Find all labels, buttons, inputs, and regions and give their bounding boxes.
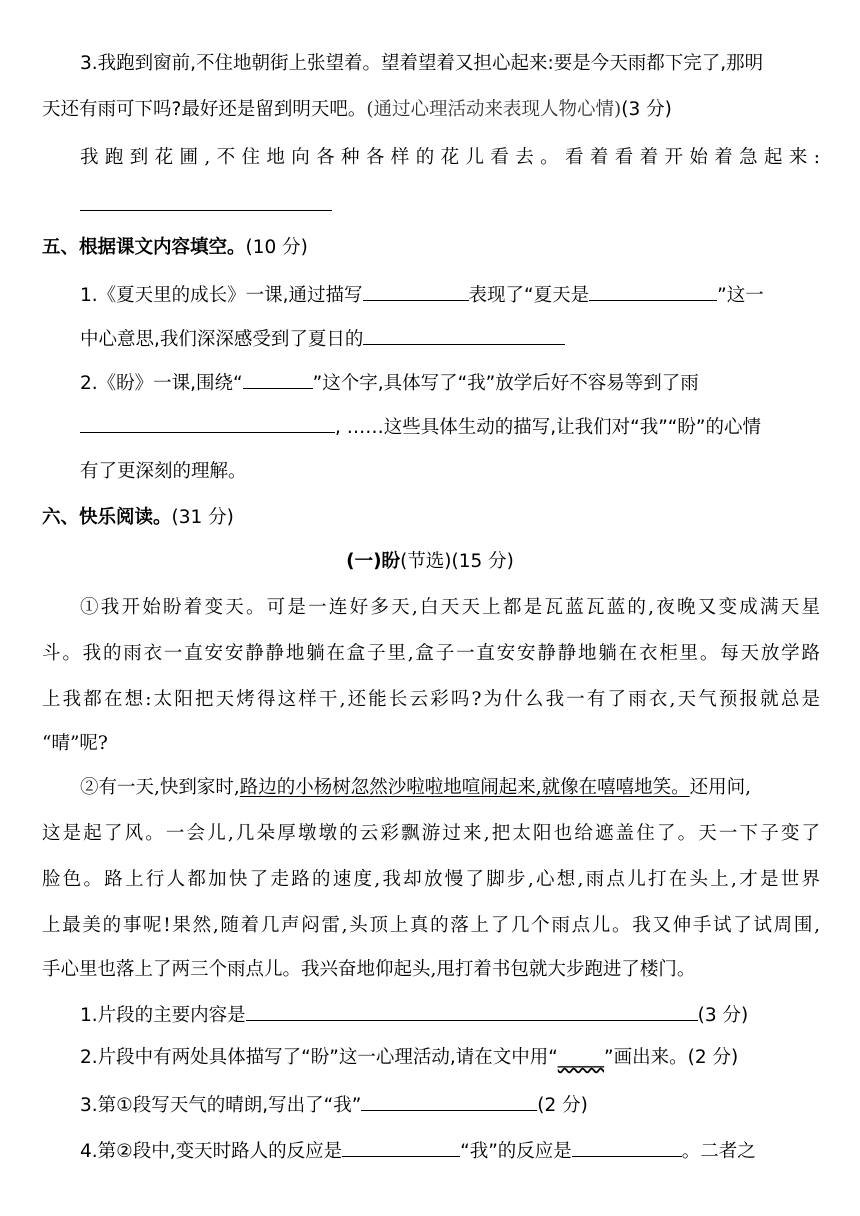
passage-text: 上最美的事呢!果然,随着几声闷雷,头顶上真的落上了几个雨点儿。我又伸手试了试周围, bbox=[42, 915, 820, 936]
s5-item2-line1 bbox=[80, 370, 820, 396]
question-3-text: 3.第①段写天气的晴朗,写出了“我” bbox=[80, 1095, 362, 1116]
section6-score: (31 分) bbox=[171, 507, 234, 528]
passage-p2-line5 bbox=[42, 958, 820, 982]
passage-text: “晴”呢? bbox=[42, 733, 108, 754]
answer-blank[interactable] bbox=[363, 326, 565, 345]
answer-blank[interactable] bbox=[572, 1138, 682, 1157]
section6-heading bbox=[42, 506, 820, 530]
s5-item1-text-b: 表现了“夏天是 bbox=[468, 285, 590, 306]
passage-p1-line2 bbox=[42, 642, 820, 666]
answer-blank[interactable] bbox=[80, 192, 332, 211]
s5-item1-text-a: 1.《夏天里的成长》一课,通过描写 bbox=[80, 285, 363, 306]
answer-blank[interactable] bbox=[342, 1138, 460, 1157]
passage-title-note: (节选)(15 分) bbox=[400, 551, 514, 572]
section5-heading bbox=[42, 236, 820, 260]
underlined-sentence: 路边的小杨树忽然沙啦啦地喧闹起来,就像在嘻嘻地笑。 bbox=[239, 777, 690, 798]
question-2 bbox=[80, 1046, 820, 1070]
passage-title-main: (一)盼 bbox=[346, 551, 401, 572]
question-2-text-b: ”画出来。(2 分) bbox=[604, 1047, 739, 1068]
passage-title bbox=[0, 550, 860, 574]
passage-text: 还用问, bbox=[689, 777, 752, 798]
s5-item1-line2 bbox=[80, 326, 820, 352]
q3-answer-line bbox=[80, 192, 820, 218]
question-3-score: (2 分) bbox=[537, 1095, 588, 1116]
question-4 bbox=[80, 1138, 820, 1164]
passage-text: 这是起了风。一会儿,几朵厚墩墩的云彩飘游过来,把太阳也给遮盖住了。天一下子变了 bbox=[42, 823, 820, 844]
question-4-text-b: “我”的反应是 bbox=[460, 1141, 572, 1162]
s5-item1-text-c: ”这一 bbox=[717, 285, 764, 306]
answer-blank[interactable] bbox=[80, 414, 335, 433]
answer-blank[interactable] bbox=[246, 1002, 698, 1021]
passage-text: 上我都在想:太阳把天烤得这样干,还能长云彩吗?为什么我一有了雨衣,天气预报就总是 bbox=[42, 689, 820, 710]
s5-item2-text-a: 2.《盼》一课,围绕“ bbox=[80, 373, 243, 394]
section5-title: 五、根据课文内容填空。 bbox=[42, 237, 246, 258]
wavy-line-mark: _____ bbox=[557, 1047, 605, 1068]
s5-item2-line3 bbox=[80, 460, 820, 484]
passage-text: 脸色。路上行人都加快了走路的速度,我却放慢了脚步,心想,雨点儿打在头上,才是世界 bbox=[42, 869, 820, 890]
question-1 bbox=[80, 1002, 820, 1028]
passage-p2-line2 bbox=[42, 822, 820, 846]
passage-p1-line4 bbox=[42, 732, 820, 756]
passage-text: ①我开始盼着变天。可是一连好多天,白天天上都是瓦蓝瓦蓝的,夜晚又变成满天星 bbox=[80, 597, 820, 618]
s5-item2-text-d: 有了更深刻的理解。 bbox=[80, 461, 247, 482]
s5-item1-line1 bbox=[80, 282, 820, 308]
passage-p2-line1 bbox=[80, 776, 820, 800]
answer-blank[interactable] bbox=[361, 1092, 537, 1111]
passage-p1-line3 bbox=[42, 688, 820, 712]
s5-item2-text-b: ”这个字,具体写了“我”放学后好不容易等到了雨 bbox=[312, 373, 699, 394]
q3-text-3: 我跑到花圃,不住地向各种各样的花儿看去。看着看着开始着急起来: bbox=[80, 147, 820, 168]
question-1-text: 1.片段的主要内容是 bbox=[80, 1005, 246, 1026]
answer-blank[interactable] bbox=[243, 370, 313, 389]
q3-text-2: 天还有雨可下吗?最好还是留到明天吧。 bbox=[42, 99, 367, 120]
question-1-score: (3 分) bbox=[697, 1005, 749, 1026]
passage-text: ②有一天,快到家时, bbox=[80, 777, 240, 798]
question-2-text-a: 2.片段中有两处具体描写了“盼”这一心理活动,请在文中用“ bbox=[80, 1047, 558, 1068]
passage-p1-line1 bbox=[80, 596, 820, 620]
answer-blank[interactable] bbox=[363, 282, 469, 301]
q3-line-2 bbox=[42, 98, 820, 122]
section6-title: 六、快乐阅读。 bbox=[42, 507, 172, 528]
q3-score: (3 分) bbox=[621, 99, 672, 120]
s5-item2-line2 bbox=[80, 414, 820, 440]
q3-line-3 bbox=[80, 146, 820, 170]
q3-text-1: 3.我跑到窗前,不住地朝街上张望着。望着望着又担心起来:要是今天雨都下完了,那明 bbox=[80, 53, 764, 74]
passage-p2-line4 bbox=[42, 914, 820, 938]
passage-text: 手心里也落上了两三个雨点儿。我兴奋地仰起头,甩打着书包就大步跑进了楼门。 bbox=[42, 959, 696, 980]
question-4-text-a: 4.第②段中,变天时路人的反应是 bbox=[80, 1141, 343, 1162]
q3-line-1 bbox=[80, 52, 820, 76]
question-4-text-c: 。二者之 bbox=[681, 1141, 756, 1162]
question-3 bbox=[80, 1092, 820, 1118]
passage-text: 斗。我的雨衣一直安安静静地躺在盒子里,盒子一直安安静静地躺在衣柜里。每天放学路 bbox=[42, 643, 820, 664]
s5-item1-text-d: 中心意思,我们深深感受到了夏日的 bbox=[80, 329, 364, 350]
q3-hint: (通过心理活动来表现人物心情) bbox=[366, 99, 622, 120]
passage-p2-line3 bbox=[42, 868, 820, 892]
s5-item2-text-c: , ……这些具体生动的描写,让我们对“我”“盼”的心情 bbox=[335, 417, 761, 438]
answer-blank[interactable] bbox=[589, 282, 717, 301]
section5-score: (10 分) bbox=[245, 237, 308, 258]
